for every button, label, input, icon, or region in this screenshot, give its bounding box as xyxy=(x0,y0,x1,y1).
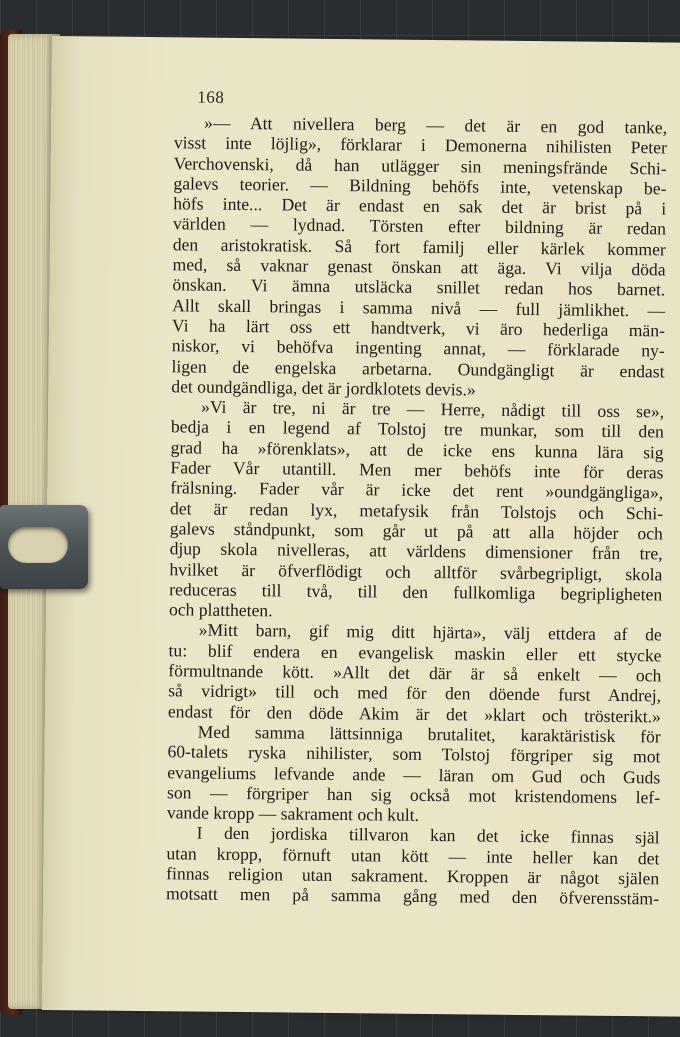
text-line: motsatt men på samma gång med den öfverensstäm- xyxy=(165,883,660,909)
text-line: reduceras till två, till den fullkomliga begripligheten xyxy=(169,579,663,605)
clip-hole xyxy=(8,527,68,563)
text-line: frälsning. Fader vår är icke det rent »oundgängliga», xyxy=(170,477,664,503)
text-line: visst inte löjlig», förklarar i Demonerna nihilisten Peter xyxy=(173,132,667,158)
text-line: vande kropp — sakrament och kult. xyxy=(166,802,420,825)
text-line: »Mitt barn, gif mig ditt hjärta», välj ettdera af de xyxy=(198,619,662,645)
text-line: och plattheten. xyxy=(168,599,273,621)
text-line: världen — lydnad. Törsten efter bildning är redan xyxy=(172,213,667,239)
text-line: så vidrigt» till och med för den döende furst Andrej, xyxy=(168,680,662,706)
text-line: Verchovenski, då han utlägger sin meningsfrände Schi- xyxy=(173,152,667,179)
text-line: ligen de engelska arbetarna. Oundgängligt är endast xyxy=(171,355,665,381)
body-text xyxy=(166,112,667,909)
page-number: 168 xyxy=(197,87,225,107)
text-line: »Vi är tre, ni är tre — Herre, nådigt till oss se», xyxy=(201,396,665,422)
text-line: den aristokratisk. Så fort familj eller kärlek kommer xyxy=(172,234,666,260)
text-line: det är redan lyx, metafysik från Tolstojs och Schi- xyxy=(169,497,664,524)
text-line: bedja i en legend af Tolstoj tre munkar, som till den xyxy=(170,416,664,442)
text-line: med, så vaknar genast önskan att äga. Vi vilja döda xyxy=(172,254,666,280)
text-line: Fader Vår utantill. Men mer behöfs inte för deras xyxy=(170,457,664,483)
text-line: det oundgändliga, det är jordklotets devis.» xyxy=(171,376,476,400)
text-line: grad ha »förenklats», att de icke ens kunna lära sig xyxy=(170,437,664,463)
text-line: utan kropp, förnuft utan kött — inte heller kan det xyxy=(166,842,660,869)
text-line: son — förgriper han sig också mot kristendomens lef- xyxy=(166,782,661,808)
text-line: tu: blif endera en evangelisk maskin eller ett stycke xyxy=(168,639,662,666)
text-line: höfs inte... Det är endast en sak det är brist på i xyxy=(173,193,667,219)
text-line: finnas religion utan sakrament. Kroppen är något själen xyxy=(166,863,660,889)
book-page xyxy=(42,36,680,1017)
text-line: Vi ha lärt oss ett handtverk, vi äro hederliga män- xyxy=(171,315,666,341)
page-clip xyxy=(0,505,88,589)
text-line: Allt skall bringas i samma nivå — full jämlikhet. — xyxy=(172,294,666,321)
text-line: endast för den döde Akim är det »klart och trösterikt.» xyxy=(167,700,662,727)
text-line: Med samma lättsinniga brutalitet, karaktäristisk för xyxy=(197,721,661,747)
text-line: 60-talets ryska nihilister, som Tolstoj förgriper sig mot xyxy=(167,741,661,767)
text-line: hvilket är öfverflödigt och alltför svårbegripligt, skola xyxy=(169,558,663,584)
text-line: galevs teorier. — Bildning behöfs inte, vetenskap be- xyxy=(173,173,667,199)
text-line: djup skola nivelleras, att världens dimensioner från tre, xyxy=(169,538,663,564)
text-line: »— Att nivellera berg — det är en god tanke, xyxy=(203,112,668,138)
text-line: önskan. Vi ämna utsläcka snillet redan hos barnet. xyxy=(172,274,666,300)
text-line: förmultnande kött. »Allt det där är så enkelt — och xyxy=(168,660,662,686)
text-line: niskor, vi behöfva ingenting annat, — förklarade ny- xyxy=(171,335,665,361)
text-line: galevs ståndpunkt, som går ut på att alla höjder och xyxy=(169,518,663,544)
text-line: I den jordiska tillvaron kan det icke finnas själ xyxy=(196,822,660,848)
text-line: evangeliums lefvande ande — läran om Gud och Guds xyxy=(167,761,661,787)
